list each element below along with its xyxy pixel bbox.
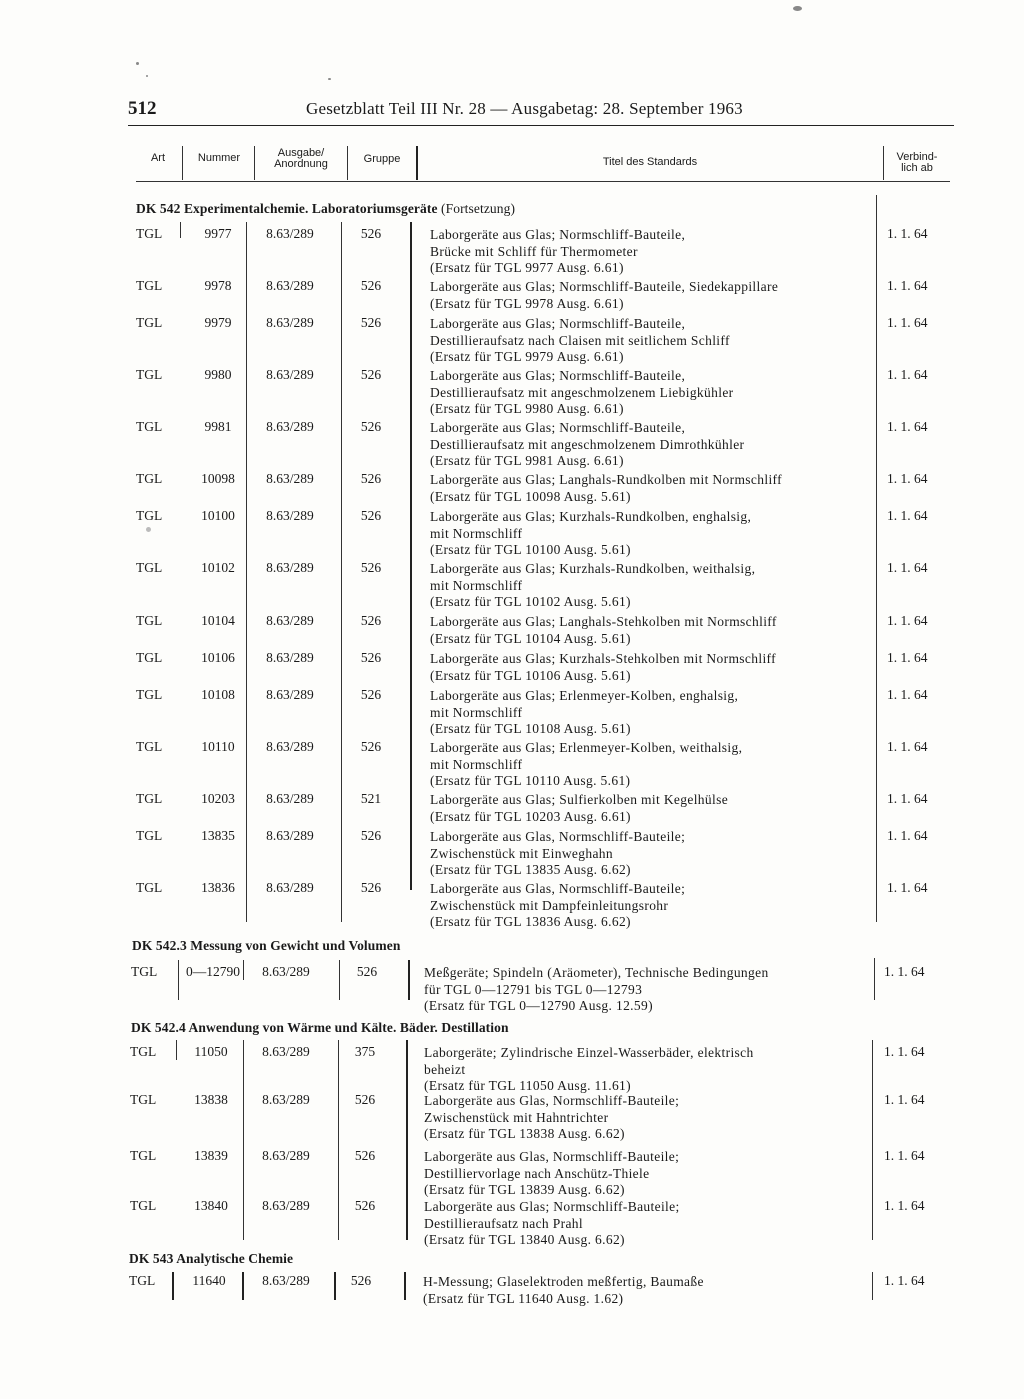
page-header [128, 98, 954, 124]
cell-verbindlich: 1. 1. 64 [887, 471, 928, 486]
col-sep [883, 146, 884, 180]
cell-gruppe: 526 [360, 508, 382, 523]
cell-verbindlich: 1. 1. 64 [884, 1148, 925, 1163]
title-line: Laborgeräte aus Glas; Kurzhals-Rundkolben, weithalsig, [430, 561, 756, 576]
col-head-titel: Titel des Standards [602, 156, 698, 168]
cell-ausgabe: 8.63/289 [262, 1198, 310, 1213]
title-line: Brücke mit Schliff für Thermometer [430, 243, 638, 259]
col-head-verbindlich-line1: Verbind- [896, 151, 938, 163]
title-line: Zwischenstück mit Dampfeinleitungsrohr [430, 897, 669, 913]
cell-nummer: 13836 [201, 880, 235, 895]
col-sep [404, 1272, 406, 1300]
title-line: Laborgeräte aus Glas; Langhals-Stehkolben mit Normschliff [430, 614, 777, 629]
cell-nummer: 10100 [201, 508, 235, 523]
title-line: (Ersatz für TGL 10108 Ausg. 5.61) [430, 721, 631, 736]
cell-nummer: 9977 [204, 226, 232, 241]
cell-verbindlich: 1. 1. 64 [887, 367, 928, 382]
cell-verbindlich: 1. 1. 64 [887, 650, 928, 665]
cell-art: TGL [136, 367, 163, 382]
section-heading-text: DK 543 Analytische Chemie [129, 1251, 294, 1266]
col-head-verbindlich [884, 152, 950, 174]
cell-art: TGL [136, 471, 163, 486]
title-line: Laborgeräte aus Glas; Kurzhals-Stehkolben mit Normschliff [430, 651, 776, 666]
cell-title [430, 227, 685, 277]
title-line: (Ersatz für TGL 9978 Ausg. 6.61) [430, 295, 624, 311]
cell-nummer: 10102 [201, 560, 235, 575]
title-line: (Ersatz für TGL 9981 Ausg. 6.61) [430, 453, 624, 468]
cell-art: TGL [130, 1092, 157, 1107]
cell-title [430, 509, 751, 559]
cell-nummer: 13835 [201, 828, 235, 843]
title-line: Laborgeräte aus Glas; Sulfierkolben mit Kegelhülse [430, 792, 729, 807]
cell-art: TGL [136, 613, 163, 628]
cell-title [424, 1199, 680, 1249]
scan-speck [328, 78, 331, 80]
col-head-ausgabe-line1: Ausgabe/ [277, 147, 325, 159]
cell-verbindlich: 1. 1. 64 [884, 1198, 925, 1213]
cell-art: TGL [136, 791, 163, 806]
cell-nummer: 9980 [204, 367, 232, 382]
col-sep [347, 146, 348, 180]
title-line: Zwischenstück mit Einweghahn [430, 845, 614, 861]
cell-ausgabe: 8.63/289 [266, 278, 314, 293]
section-heading-text: DK 542.4 Anwendung von Wärme und Kälte. Bäder. Destillation [131, 1020, 509, 1035]
col-sep [874, 958, 875, 1000]
col-head-gruppe: Gruppe [363, 153, 401, 165]
cell-verbindlich: 1. 1. 64 [887, 880, 928, 895]
cell-title [430, 740, 742, 790]
cell-verbindlich: 1. 1. 64 [887, 278, 928, 293]
cell-nummer: 11050 [194, 1044, 228, 1059]
cell-verbindlich: 1. 1. 64 [884, 1273, 925, 1288]
cell-verbindlich: 1. 1. 64 [887, 828, 928, 843]
title-line: (Ersatz für TGL 13839 Ausg. 6.62) [424, 1182, 625, 1197]
cell-art: TGL [136, 828, 163, 843]
title-line: Laborgeräte; Zylindrische Einzel-Wasserbäder, elektrisch [424, 1045, 754, 1060]
col-head-art: Art [150, 152, 166, 164]
title-line: Laborgeräte aus Glas; Erlenmeyer-Kolben, weithalsig, [430, 740, 743, 755]
title-line: Zwischenstück mit Hahntrichter [424, 1109, 609, 1125]
cell-art: TGL [130, 1044, 157, 1059]
cell-art: TGL [136, 419, 163, 434]
cell-ausgabe: 8.63/289 [266, 315, 314, 330]
col-sep [408, 960, 410, 1000]
cell-ausgabe: 8.63/289 [266, 471, 314, 486]
cell-ausgabe: 8.63/289 [266, 791, 314, 806]
cell-gruppe: 526 [354, 1198, 376, 1213]
cell-title [430, 881, 685, 931]
cell-nummer: 10110 [201, 739, 235, 754]
col-sep [416, 146, 418, 180]
title-line: beheizt [424, 1061, 466, 1077]
cell-art: TGL [136, 880, 163, 895]
title-line: Meßgeräte; Spindeln (Aräometer), Technische Bedingungen [424, 965, 769, 980]
cell-title [430, 688, 738, 738]
cell-art: TGL [136, 739, 163, 754]
col-sep [876, 195, 877, 922]
cell-nummer: 10104 [201, 613, 235, 628]
section-heading-text: DK 542.3 Messung von Gewicht und Volumen [132, 938, 401, 953]
cell-gruppe: 526 [356, 964, 378, 979]
cell-art: TGL [130, 1148, 157, 1163]
cell-title [430, 651, 776, 684]
cell-gruppe: 526 [360, 560, 382, 575]
header-rule [128, 125, 954, 126]
page-number: 512 [128, 98, 157, 119]
title-line: mit Normschliff [430, 525, 523, 541]
col-sep [338, 1040, 339, 1240]
cell-title [430, 420, 744, 470]
col-sep [872, 1272, 873, 1300]
title-line: (Ersatz für TGL 10098 Ausg. 5.61) [430, 488, 631, 504]
cell-ausgabe: 8.63/289 [262, 1148, 310, 1163]
section-heading [131, 1020, 509, 1036]
title-line: (Ersatz für TGL 11050 Ausg. 11.61) [424, 1078, 631, 1093]
table-header-rule [136, 181, 950, 182]
title-line: Destillieraufsatz nach Prahl [424, 1215, 583, 1231]
cell-gruppe: 526 [360, 315, 382, 330]
title-line: Laborgeräte aus Glas; Normschliff-Bauteile, [430, 227, 686, 242]
cell-gruppe: 526 [360, 226, 382, 241]
cell-nummer: 13839 [194, 1148, 228, 1163]
title-line: Laborgeräte aus Glas, Normschliff-Bauteile; [424, 1149, 680, 1164]
cell-ausgabe: 8.63/289 [266, 560, 314, 575]
title-line: Laborgeräte aus Glas; Langhals-Rundkolben mit Normschliff [430, 472, 782, 487]
cell-verbindlich: 1. 1. 64 [887, 508, 928, 523]
cell-verbindlich: 1. 1. 64 [887, 226, 928, 241]
cell-art: TGL [130, 1198, 157, 1213]
cell-ausgabe: 8.63/289 [266, 419, 314, 434]
section-heading-suffix: (Fortsetzung) [441, 201, 516, 216]
cell-art: TGL [129, 1273, 156, 1288]
title-line: (Ersatz für TGL 13836 Ausg. 6.62) [430, 914, 631, 929]
cell-nummer: 13838 [194, 1092, 228, 1107]
cell-title [430, 316, 730, 366]
section-heading [129, 1251, 293, 1267]
cell-nummer: 10098 [201, 471, 235, 486]
title-line: Laborgeräte aus Glas; Normschliff-Bauteile, [430, 316, 686, 331]
cell-ausgabe: 8.63/289 [262, 964, 310, 979]
title-line: (Ersatz für TGL 9979 Ausg. 6.61) [430, 349, 624, 364]
cell-gruppe: 526 [360, 687, 382, 702]
cell-art: TGL [136, 278, 163, 293]
title-line: Laborgeräte aus Glas; Normschliff-Bauteile; [424, 1199, 680, 1214]
cell-verbindlich: 1. 1. 64 [884, 1044, 925, 1059]
title-line: mit Normschliff [430, 756, 523, 772]
title-line: (Ersatz für TGL 9977 Ausg. 6.61) [430, 260, 624, 275]
cell-title [424, 1093, 679, 1143]
cell-verbindlich: 1. 1. 64 [884, 1092, 925, 1107]
cell-gruppe: 526 [360, 613, 382, 628]
cell-gruppe: 526 [360, 367, 382, 382]
cell-nummer: 9978 [204, 278, 232, 293]
cell-nummer: 9981 [204, 419, 232, 434]
title-line: Laborgeräte aus Glas; Normschliff-Bauteile, [430, 368, 686, 383]
title-line: (Ersatz für TGL 11640 Ausg. 1.62) [423, 1290, 624, 1306]
title-line: Laborgeräte aus Glas; Erlenmeyer-Kolben, enghalsig, [430, 688, 739, 703]
title-line: Laborgeräte aus Glas; Normschliff-Bauteile, Siedekappillare [430, 279, 779, 294]
scan-speck [136, 62, 139, 65]
col-head-ausgabe-line2: Anordnung [274, 158, 328, 170]
cell-title [430, 792, 728, 825]
title-line: (Ersatz für TGL 13835 Ausg. 6.62) [430, 862, 631, 877]
cell-art: TGL [136, 650, 163, 665]
cell-ausgabe: 8.63/289 [266, 226, 314, 241]
cell-verbindlich: 1. 1. 64 [887, 687, 928, 702]
cell-verbindlich: 1. 1. 64 [884, 964, 925, 979]
cell-title [430, 472, 782, 505]
journal-title: Gesetzblatt Teil III Nr. 28 — Ausgabetag: 28. September 1963 [306, 99, 743, 118]
cell-nummer: 10106 [201, 650, 235, 665]
title-line: (Ersatz für TGL 13838 Ausg. 6.62) [424, 1126, 625, 1141]
title-line: Laborgeräte aus Glas, Normschliff-Bauteile; [424, 1093, 680, 1108]
cell-title [424, 965, 769, 1015]
cell-ausgabe: 8.63/289 [266, 367, 314, 382]
cell-art: TGL [131, 964, 158, 979]
cell-gruppe: 526 [360, 828, 382, 843]
title-line: (Ersatz für TGL 0—12790 Ausg. 12.59) [424, 998, 653, 1013]
title-line: H-Messung; Glaselektroden meßfertig, Baumaße [423, 1274, 704, 1289]
cell-verbindlich: 1. 1. 64 [887, 560, 928, 575]
section-heading [132, 938, 400, 954]
col-sep [339, 960, 340, 1000]
scan-speck [146, 527, 151, 532]
title-line: (Ersatz für TGL 10104 Ausg. 5.61) [430, 630, 631, 646]
title-line: Destilliervorlage nach Anschütz-Thiele [424, 1165, 650, 1181]
title-line: Destillieraufsatz nach Claisen mit seitlichem Schliff [430, 332, 730, 348]
cell-title [424, 1045, 754, 1095]
title-line: (Ersatz für TGL 10106 Ausg. 5.61) [430, 667, 631, 683]
cell-nummer: 10203 [201, 791, 235, 806]
col-sep [180, 222, 181, 238]
cell-nummer: 10108 [201, 687, 235, 702]
cell-art: TGL [136, 315, 163, 330]
col-head-nummer: Nummer [197, 152, 241, 164]
col-sep [254, 146, 255, 180]
cell-gruppe: 526 [354, 1092, 376, 1107]
cell-gruppe: 526 [360, 471, 382, 486]
cell-art: TGL [136, 560, 163, 575]
col-head-ausgabe [256, 148, 346, 170]
title-line: Destillieraufsatz mit angeschmolzenem Liebigkühler [430, 384, 734, 400]
cell-nummer: 11640 [192, 1273, 226, 1288]
title-line: Laborgeräte aus Glas; Kurzhals-Rundkolben, enghalsig, [430, 509, 752, 524]
cell-gruppe: 526 [360, 278, 382, 293]
cell-gruppe: 526 [354, 1148, 376, 1163]
title-line: (Ersatz für TGL 10100 Ausg. 5.61) [430, 542, 631, 557]
cell-gruppe: 526 [350, 1273, 372, 1288]
cell-title [430, 368, 734, 418]
cell-verbindlich: 1. 1. 64 [887, 791, 928, 806]
cell-gruppe: 526 [360, 419, 382, 434]
col-sep [406, 1040, 408, 1240]
cell-gruppe: 521 [360, 791, 382, 806]
col-sep [410, 222, 412, 890]
cell-ausgabe: 8.63/289 [262, 1044, 310, 1059]
cell-nummer: 13840 [194, 1198, 228, 1213]
cell-ausgabe: 8.63/289 [266, 613, 314, 628]
title-line: Destillieraufsatz mit angeschmolzenem Dimrothkühler [430, 436, 745, 452]
cell-ausgabe: 8.63/289 [262, 1273, 310, 1288]
cell-verbindlich: 1. 1. 64 [887, 739, 928, 754]
title-line: Laborgeräte aus Glas; Normschliff-Bauteile, [430, 420, 686, 435]
title-line: mit Normschliff [430, 577, 523, 593]
cell-gruppe: 526 [360, 650, 382, 665]
title-line: Laborgeräte aus Glas, Normschliff-Bauteile; [430, 829, 686, 844]
cell-nummer: 9979 [204, 315, 232, 330]
cell-title [430, 614, 777, 647]
cell-ausgabe: 8.63/289 [266, 508, 314, 523]
title-line: (Ersatz für TGL 13840 Ausg. 6.62) [424, 1232, 625, 1247]
cell-title [430, 561, 755, 611]
section-heading [136, 201, 515, 217]
cell-art: TGL [136, 508, 163, 523]
section-heading-text: DK 542 Experimentalchemie. Laboratoriumsgeräte [136, 201, 438, 216]
cell-art: TGL [136, 687, 163, 702]
cell-ausgabe: 8.63/289 [266, 687, 314, 702]
title-line: (Ersatz für TGL 10102 Ausg. 5.61) [430, 594, 631, 609]
cell-gruppe: 375 [354, 1044, 376, 1059]
cell-title [430, 829, 685, 879]
cell-gruppe: 526 [360, 739, 382, 754]
title-line: für TGL 0—12791 bis TGL 0—12793 [424, 981, 643, 997]
cell-title [430, 279, 778, 312]
col-head-verbindlich-line2: lich ab [901, 162, 933, 174]
cell-art: TGL [136, 226, 163, 241]
col-sep [341, 222, 342, 922]
scan-speck [146, 75, 148, 77]
cell-ausgabe: 8.63/289 [266, 828, 314, 843]
cell-ausgabe: 8.63/289 [262, 1092, 310, 1107]
col-sep [872, 1040, 873, 1240]
cell-verbindlich: 1. 1. 64 [887, 419, 928, 434]
title-line: mit Normschliff [430, 704, 523, 720]
cell-title [424, 1149, 679, 1199]
cell-ausgabe: 8.63/289 [266, 739, 314, 754]
cell-verbindlich: 1. 1. 64 [887, 315, 928, 330]
title-line: (Ersatz für TGL 9980 Ausg. 6.61) [430, 401, 624, 416]
scan-speck [793, 6, 802, 11]
cell-gruppe: 526 [360, 880, 382, 895]
col-sep [182, 146, 183, 180]
cell-ausgabe: 8.63/289 [266, 650, 314, 665]
cell-nummer: 0—12790 [186, 964, 240, 979]
title-line: Laborgeräte aus Glas, Normschliff-Bauteile; [430, 881, 686, 896]
cell-verbindlich: 1. 1. 64 [887, 613, 928, 628]
title-line: (Ersatz für TGL 10110 Ausg. 5.61) [430, 773, 631, 788]
title-line: (Ersatz für TGL 10203 Ausg. 6.61) [430, 808, 631, 824]
cell-ausgabe: 8.63/289 [266, 880, 314, 895]
cell-title [423, 1274, 704, 1307]
